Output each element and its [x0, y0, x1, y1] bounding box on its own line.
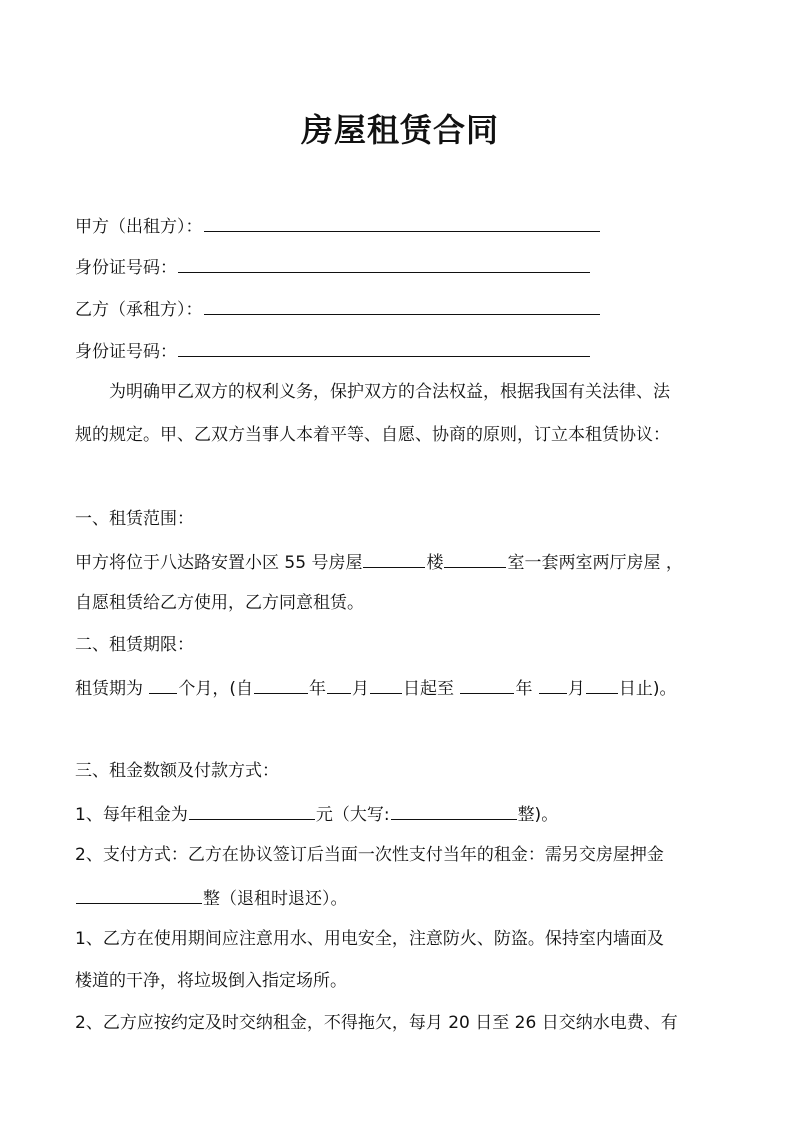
section-1-line-1	[75, 548, 735, 576]
address-text: 甲方将位于八达路安置小区 55 号房屋	[75, 553, 363, 573]
rent-amount-blank[interactable]	[189, 800, 315, 820]
section-3-item-2-line-2	[75, 884, 735, 912]
end-month-blank[interactable]	[539, 674, 567, 694]
section-2-term-line	[75, 674, 735, 702]
end-year-label: 年	[515, 679, 533, 699]
building-label: 楼	[426, 553, 444, 573]
start-day-label: 日起至	[403, 679, 455, 699]
deposit-blank[interactable]	[76, 884, 202, 904]
section-4-item-2-line-1: 2、乙方应按约定及时交纳租金，不得拖欠，每月 20 日至 26 日交纳水电费、有	[75, 1013, 678, 1033]
start-day-blank[interactable]	[370, 674, 402, 694]
id-b-line	[75, 337, 735, 365]
rent-label: 1、每年租金为	[75, 805, 188, 825]
section-2-heading: 二、租赁期限：	[75, 635, 194, 655]
preamble-line-1: 为明确甲乙双方的权利义务，保护双方的合法权益，根据我国有关法律、法	[109, 382, 670, 402]
room-text: 室一套两室两厅房屋 ，	[507, 553, 683, 573]
party-a-line	[75, 212, 735, 240]
room-blank[interactable]	[444, 548, 506, 568]
section-3-item-2-line-1: 2、支付方式：乙方在协议签订后当面一次性支付当年的租金：需另交房屋押金	[75, 845, 664, 865]
id-a-blank[interactable]	[178, 253, 590, 273]
section-4-item-1-line-1: 1、乙方在使用期间应注意用水、用电安全，注意防火、防盗。保持室内墙面及	[75, 929, 664, 949]
id-b-label: 身份证号码：	[75, 342, 177, 362]
end-year-blank[interactable]	[460, 674, 514, 694]
end-day-label: 日止)。	[618, 679, 677, 699]
section-3-heading: 三、租金数额及付款方式：	[75, 761, 279, 781]
start-month-label: 月	[352, 679, 370, 699]
party-a-blank[interactable]	[204, 212, 600, 232]
id-a-line	[75, 253, 735, 281]
end-day-blank[interactable]	[586, 674, 618, 694]
section-1-line-2: 自愿租赁给乙方使用，乙方同意租赁。	[75, 593, 364, 613]
building-blank[interactable]	[363, 548, 425, 568]
rent-caps-blank[interactable]	[391, 800, 517, 820]
party-b-label: 乙方（承租方）：	[75, 300, 203, 320]
rent-end-text: 整)。	[517, 805, 559, 825]
id-b-blank[interactable]	[178, 337, 590, 357]
start-year-label: 年	[309, 679, 327, 699]
start-month-blank[interactable]	[327, 674, 351, 694]
term-label: 租赁期为	[75, 679, 143, 699]
deposit-text: 整（退租时退还）。	[203, 889, 348, 909]
section-1-heading: 一、租赁范围：	[75, 509, 194, 529]
months-blank[interactable]	[149, 674, 177, 694]
section-4-item-1-line-2: 楼道的干净，将垃圾倒入指定场所。	[75, 971, 347, 991]
id-a-label: 身份证号码：	[75, 258, 177, 278]
document-title: 房屋租赁合同	[300, 111, 499, 149]
rent-caps-label: 元（大写:	[315, 805, 390, 825]
preamble-line-2: 规的规定。甲、乙双方当事人本着平等、自愿、协商的原则，订立本租赁协议：	[75, 425, 670, 445]
party-a-label: 甲方（出租方）：	[75, 217, 203, 237]
party-b-line	[75, 295, 735, 323]
party-b-blank[interactable]	[204, 295, 600, 315]
months-text: 个月，(自	[178, 679, 254, 699]
start-year-blank[interactable]	[254, 674, 308, 694]
end-month-label: 月	[567, 679, 585, 699]
section-3-item-1	[75, 800, 735, 828]
